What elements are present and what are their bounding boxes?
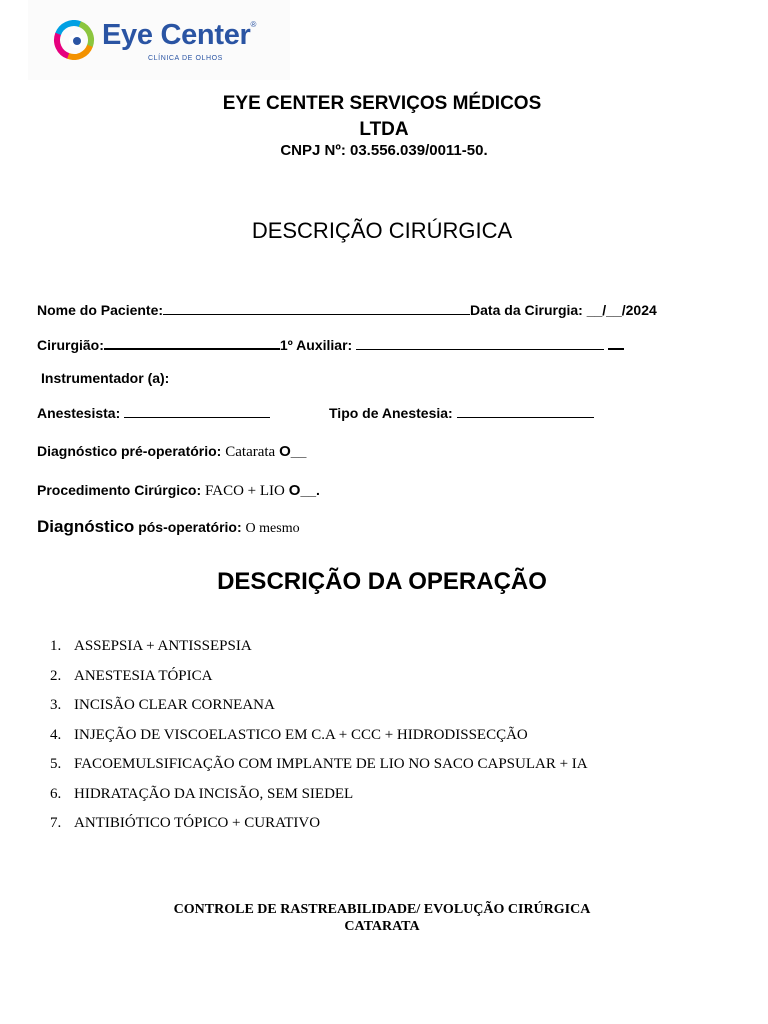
operation-step bbox=[50, 754, 588, 784]
operation-step bbox=[50, 725, 588, 755]
company-name-line1: EYE CENTER SERVIÇOS MÉDICOS bbox=[222, 93, 542, 114]
patient-label: Nome do Paciente: bbox=[37, 302, 164, 318]
step-text: INCISÃO CLEAR CORNEANA bbox=[74, 697, 275, 713]
operation-steps-list bbox=[50, 636, 588, 843]
operation-step bbox=[50, 784, 588, 814]
step-text: INJEÇÃO DE VISCOELASTICO EM C.A + CCC + HIDRODISSECÇÃO bbox=[74, 726, 528, 743]
preop-checkbox-blank: __ bbox=[290, 443, 307, 459]
traceability-subtitle: CATARATA bbox=[344, 919, 420, 934]
step-text: HIDRATAÇÃO DA INCISÃO, SEM SIEDEL bbox=[74, 785, 354, 802]
form-title: DESCRIÇÃO CIRÚRGICA bbox=[251, 218, 513, 243]
assistant-extra-blank[interactable] bbox=[608, 336, 624, 350]
postop-diagnosis-label-sub: pós-operatório: bbox=[138, 519, 242, 535]
company-cnpj: CNPJ Nº: 03.556.039/0011-50. bbox=[280, 142, 488, 159]
preop-diagnosis-value: Catarata bbox=[225, 444, 276, 460]
operation-step bbox=[50, 636, 588, 666]
step-number: 2. bbox=[50, 667, 62, 684]
step-number: 5. bbox=[50, 756, 62, 772]
postop-diagnosis-label-main: Diagnóstico bbox=[37, 517, 135, 536]
anesthetist-label: Anestesista: bbox=[37, 405, 121, 421]
operation-step bbox=[50, 666, 588, 696]
procedure-row bbox=[37, 481, 320, 500]
assistant-blank[interactable] bbox=[356, 337, 604, 350]
procedure-label: Procedimento Cirúrgico: bbox=[37, 482, 202, 498]
surgeon-row bbox=[37, 336, 624, 354]
procedure-checkbox-blank: __ bbox=[300, 482, 317, 498]
logo-registered-mark: ® bbox=[250, 20, 257, 29]
patient-name-blank[interactable] bbox=[163, 302, 470, 315]
operation-step bbox=[50, 813, 588, 843]
step-number: 6. bbox=[50, 785, 62, 802]
step-number: 4. bbox=[50, 726, 62, 743]
step-text: ASSEPSIA + ANTISSEPSIA bbox=[74, 638, 252, 654]
assistant-label: 1º Auxiliar: bbox=[279, 337, 353, 353]
logo-name: Eye Center bbox=[102, 19, 251, 51]
procedure-checkbox[interactable]: O bbox=[288, 482, 301, 499]
surgeon-label: Cirurgião: bbox=[37, 337, 104, 353]
procedure-value: FACO + LIO bbox=[205, 483, 285, 499]
operation-step bbox=[50, 695, 588, 725]
anesthesia-type-blank[interactable] bbox=[457, 405, 594, 418]
preop-diagnosis-label: Diagnóstico pré-operatório: bbox=[37, 443, 222, 459]
step-number: 1. bbox=[50, 638, 62, 654]
traceability-title: CONTROLE DE RASTREABILIDADE/ EVOLUÇÃO CIRÚRGICA bbox=[173, 902, 591, 917]
operation-title: DESCRIÇÃO DA OPERAÇÃO bbox=[217, 568, 547, 595]
anesthetist-blank[interactable] bbox=[124, 405, 270, 418]
company-name-line2: LTDA bbox=[359, 119, 409, 140]
step-text: ANESTESIA TÓPICA bbox=[74, 667, 213, 684]
procedure-end-period: . bbox=[316, 482, 320, 498]
step-text: ANTIBIÓTICO TÓPICO + CURATIVO bbox=[74, 815, 321, 831]
patient-row bbox=[37, 301, 657, 319]
logo-tagline: CLÍNICA DE OLHOS bbox=[148, 55, 223, 62]
surgeon-blank[interactable] bbox=[104, 336, 280, 350]
postop-diagnosis-value: O mesmo bbox=[245, 521, 300, 536]
preop-diagnosis-row bbox=[37, 442, 306, 461]
anesthesia-type-label: Tipo de Anestesia: bbox=[329, 405, 453, 421]
step-number: 3. bbox=[50, 697, 62, 713]
surgery-date-label: Data da Cirurgia: __/__/2024 bbox=[470, 302, 657, 318]
step-number: 7. bbox=[50, 815, 62, 831]
anesthesia-type-row bbox=[329, 404, 594, 422]
logo-wordmark bbox=[102, 21, 256, 50]
preop-checkbox[interactable]: O bbox=[279, 443, 291, 460]
postop-diagnosis-row bbox=[37, 518, 300, 538]
eye-center-logo-icon bbox=[53, 20, 95, 60]
instrumentator-label: Instrumentador (a): bbox=[41, 370, 170, 386]
step-text: FACOEMULSIFICAÇÃO COM IMPLANTE DE LIO NO SACO CAPSULAR + IA bbox=[74, 756, 588, 772]
anesthetist-row bbox=[37, 404, 270, 422]
